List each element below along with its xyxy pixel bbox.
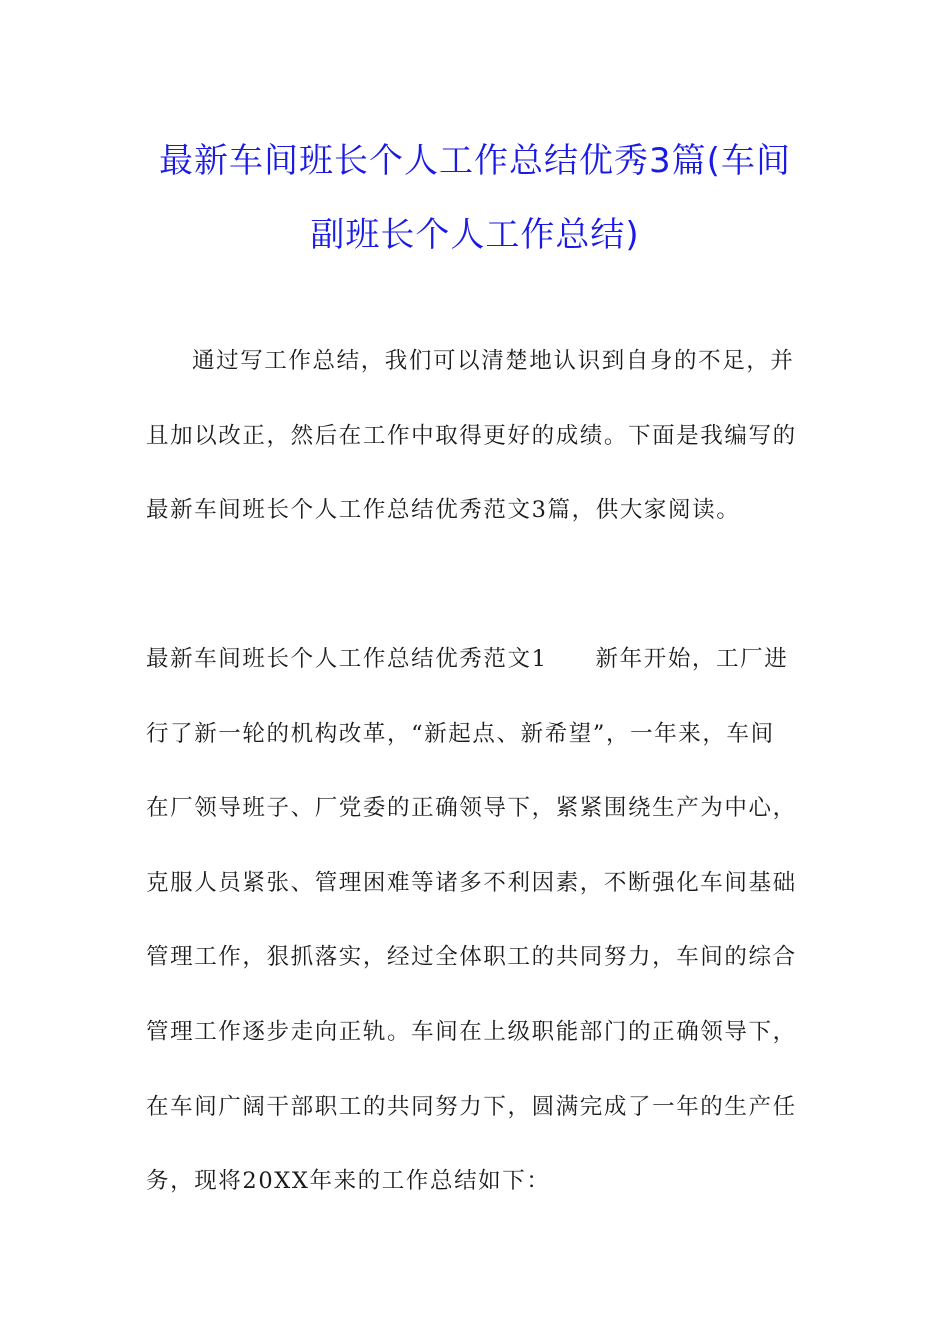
body-first-line xyxy=(146,622,806,697)
intro-line: 通过写工作总结，我们可以清楚地认识到自身的不足，并 xyxy=(192,348,795,374)
body-line: 务，现将20XX年来的工作总结如下： xyxy=(146,1168,551,1195)
body-line: 在车间广阔干部职工的共同努力下，圆满完成了一年的生产任 xyxy=(146,1093,797,1120)
body-line: 管理工作逐步走向正轨。车间在上级职能部门的正确领导下， xyxy=(146,1018,797,1045)
intro-line: 且加以改正，然后在工作中取得更好的成绩。下面是我编写的 xyxy=(146,422,797,449)
title-line: 副班长个人工作总结) xyxy=(310,215,640,255)
body-line-start: 新年开始，工厂进 xyxy=(595,646,789,672)
body-paragraph xyxy=(146,622,806,1219)
body-line: 在厂领导班子、厂党委的正确领导下，紧紧围绕生产为中心， xyxy=(146,795,797,822)
section-heading: 最新车间班长个人工作总结优秀范文1 xyxy=(146,646,548,672)
intro-line: 最新车间班长个人工作总结优秀范文3篇，供大家阅读。 xyxy=(146,497,741,524)
document-title xyxy=(140,124,810,272)
body-line: 管理工作，狠抓落实，经过全体职工的共同努力，车间的综合 xyxy=(146,944,797,971)
title-line: 最新车间班长个人工作总结优秀3篇(车间 xyxy=(159,141,791,181)
body-line: 克服人员紧张、管理困难等诸多不利因素，不断强化车间基础 xyxy=(146,869,797,896)
body-line: 行了新一轮的机构改革，“新起点、新希望”，一年来，车间 xyxy=(146,720,775,747)
intro-paragraph xyxy=(146,324,806,548)
